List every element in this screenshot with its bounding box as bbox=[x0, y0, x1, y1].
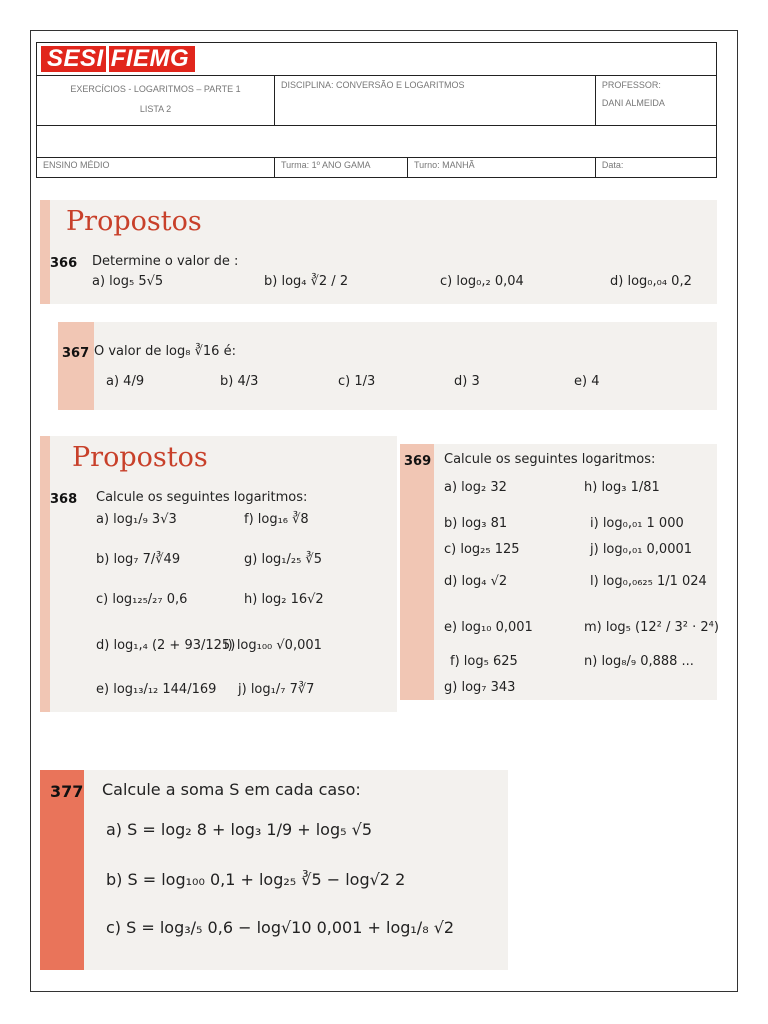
item-e: e) log₁₀ 0,001 bbox=[444, 620, 533, 635]
item-m: m) log₅ (12² / 3² · 2⁴) bbox=[584, 620, 719, 635]
item-b: b) log₄ ∛2 / 2 bbox=[264, 274, 349, 289]
option-a: a) 4/9 bbox=[106, 374, 145, 389]
item-d: d) log₄ √2 bbox=[444, 574, 508, 589]
list-label: LISTA 2 bbox=[139, 104, 172, 114]
accent-bar bbox=[40, 200, 50, 304]
item-e: e) log₁₃/₁₂ 144/169 bbox=[96, 682, 217, 697]
exercise-367-block bbox=[58, 322, 717, 410]
section-title: Propostos bbox=[72, 442, 208, 473]
item-b: b) log₃ 81 bbox=[444, 516, 508, 531]
question-prompt: Calcule os seguintes logaritmos: bbox=[444, 452, 656, 467]
item-g: g) log₇ 343 bbox=[444, 680, 516, 695]
question-number: 369 bbox=[404, 454, 432, 469]
blank-row bbox=[37, 126, 717, 158]
exercise-377-block bbox=[40, 770, 508, 970]
option-e: e) 4 bbox=[574, 374, 600, 389]
exercise-368-block bbox=[40, 436, 397, 712]
item-f: f) log₅ 625 bbox=[450, 654, 518, 669]
section-title: Propostos bbox=[66, 206, 202, 237]
date-cell: Data: bbox=[595, 158, 716, 178]
professor-label: PROFESSOR: bbox=[601, 80, 661, 90]
item-c: c) log₀,₂ 0,04 bbox=[440, 274, 524, 289]
exercise-cell bbox=[37, 76, 275, 126]
professor-cell bbox=[595, 76, 716, 126]
item-b: b) S = log₁₀₀ 0,1 + log₂₅ ∛5 − log√2 2 bbox=[106, 870, 406, 889]
exercise-369-block bbox=[400, 444, 717, 700]
item-h: h) log₂ 16√2 bbox=[244, 592, 324, 607]
item-a: a) log₂ 32 bbox=[444, 480, 507, 495]
question-number: 367 bbox=[62, 346, 90, 361]
header-table bbox=[36, 42, 717, 178]
accent-bar bbox=[40, 436, 50, 712]
item-c: c) log₁₂₅/₂₇ 0,6 bbox=[96, 592, 188, 607]
item-l: l) log₀,₀₆₂₅ 1/1 024 bbox=[590, 574, 707, 589]
subject-label: DISCIPLINA: CONVERSÃO E LOGARITMOS bbox=[281, 80, 465, 90]
item-j: j) log₁/₇ 7∛7 bbox=[238, 682, 315, 697]
question-number: 368 bbox=[50, 492, 78, 507]
item-i: i) log₀,₀₁ 1 000 bbox=[590, 516, 684, 531]
exercise-title: EXERCÍCIOS - LOGARITMOS – PARTE 1 bbox=[70, 84, 241, 94]
shift-cell: Turno: MANHÃ bbox=[408, 158, 596, 178]
item-i: i) log₁₀₀ √0,001 bbox=[224, 638, 322, 653]
question-prompt: Calcule a soma S em cada caso: bbox=[102, 780, 361, 799]
question-prompt: Determine o valor de : bbox=[92, 254, 239, 269]
item-b: b) log₇ 7/∛49 bbox=[96, 552, 181, 567]
item-d: d) log₀,₀₄ 0,2 bbox=[610, 274, 692, 289]
item-c: c) log₂₅ 125 bbox=[444, 542, 520, 557]
option-c: c) 1/3 bbox=[338, 374, 376, 389]
item-j: j) log₀,₀₁ 0,0001 bbox=[590, 542, 693, 557]
item-a: a) S = log₂ 8 + log₃ 1/9 + log₅ √5 bbox=[106, 820, 372, 839]
class-cell: Turma: 1º ANO GAMA bbox=[275, 158, 408, 178]
level-cell: ENSINO MÉDIO bbox=[37, 158, 275, 178]
question-prompt: Calcule os seguintes logaritmos: bbox=[96, 490, 308, 505]
exercise-366-block bbox=[40, 200, 717, 304]
item-a: a) log₅ 5√5 bbox=[92, 274, 164, 289]
option-b: b) 4/3 bbox=[220, 374, 259, 389]
logo-cell bbox=[37, 43, 717, 76]
accent-bar bbox=[400, 444, 434, 700]
question-number: 366 bbox=[50, 256, 78, 271]
question-number: 377 bbox=[50, 782, 84, 801]
item-g: g) log₁/₂₅ ∛5 bbox=[244, 552, 322, 567]
question-prompt: O valor de log₈ ∛16 é: bbox=[94, 344, 236, 359]
item-d: d) log₁,₄ (2 + 93/125) bbox=[96, 638, 236, 653]
sesi-fiemg-logo: SESI FIEMG bbox=[41, 46, 195, 72]
item-c: c) S = log₃/₅ 0,6 − log√10 0,001 + log₁/₈ √2 bbox=[106, 918, 455, 937]
subject-cell bbox=[275, 76, 596, 126]
item-f: f) log₁₆ ∛8 bbox=[244, 512, 309, 527]
item-a: a) log₁/₉ 3√3 bbox=[96, 512, 177, 527]
professor-name: DANI ALMEIDA bbox=[601, 98, 665, 108]
item-h: h) log₃ 1/81 bbox=[584, 480, 660, 495]
accent-bar bbox=[58, 322, 94, 410]
item-n: n) log₈/₉ 0,888 ... bbox=[584, 654, 694, 669]
option-d: d) 3 bbox=[454, 374, 480, 389]
